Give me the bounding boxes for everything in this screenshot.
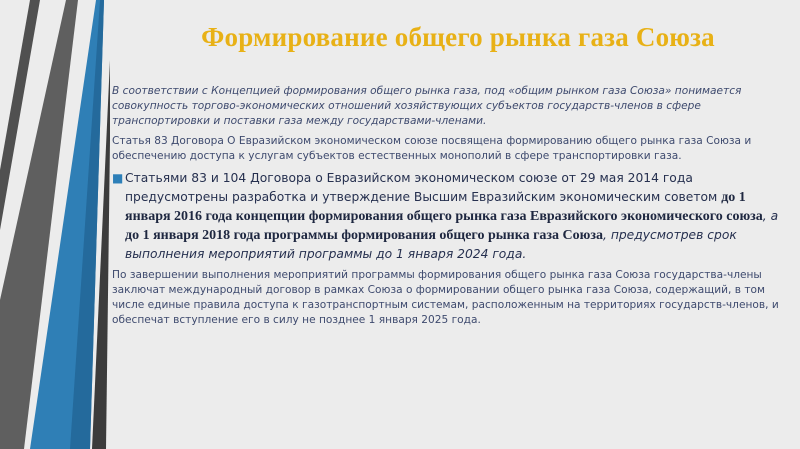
slide-title: Формирование общего рынка газа Союза xyxy=(201,22,715,52)
bullet-text-part-3: , предусмотрев срок выполнения мероприятий программы до 1 января 2024 года. xyxy=(125,228,737,261)
slide-content xyxy=(112,84,784,333)
decorative-stripes xyxy=(0,0,110,449)
paragraph-international-treaty: По завершении выполнения мероприятий программы формирования общего рынка газа Союза государства-члены заключат международный договор в рамках Союза о формировании общего рынка газа Союза, содержащий, в том числе единые правила доступа к газотранспортным системам, расположенным на территориях государств-членов, и обеспечат вступление его в силу не позднее 1 января 2025 года. xyxy=(112,269,779,326)
bullet-bold-concept-deadline: до 1 января 2016 года концепции формирования общего рынка газа Евразийского экономического союза xyxy=(125,190,763,224)
bullet-text xyxy=(125,169,784,264)
bullet-text-part-2: , а xyxy=(762,209,779,223)
bullet-bold-program-deadline: до 1 января 2018 года программы формирования общего рынка газа Союза xyxy=(125,228,603,243)
square-bullet-icon: ■ xyxy=(112,171,124,185)
bullet-item xyxy=(112,169,784,264)
paragraph-article-83: Статья 83 Договора О Евразийском экономическом союзе посвящена формированию общего рынка газа Союза и обеспечению доступа к услугам субъектов естественных монополий в сфере транспортировки газа. xyxy=(112,135,752,162)
paragraph-concept-definition: В соответствии с Концепцией формирования общего рынка газа, под «общим рынком газа Союза» понимается совокупность торгово-экономических отношений хозяйствующих субъектов государств-членов в сфере транспортировки и поставки газа между государствами-членами. xyxy=(112,85,742,127)
bullet-text-part-1: Статьями 83 и 104 Договора о Евразийском экономическом союзе от 29 мая 2014 года предусмотрены разработка и утверждение Высшим Евразийским экономическим советом xyxy=(125,171,722,204)
